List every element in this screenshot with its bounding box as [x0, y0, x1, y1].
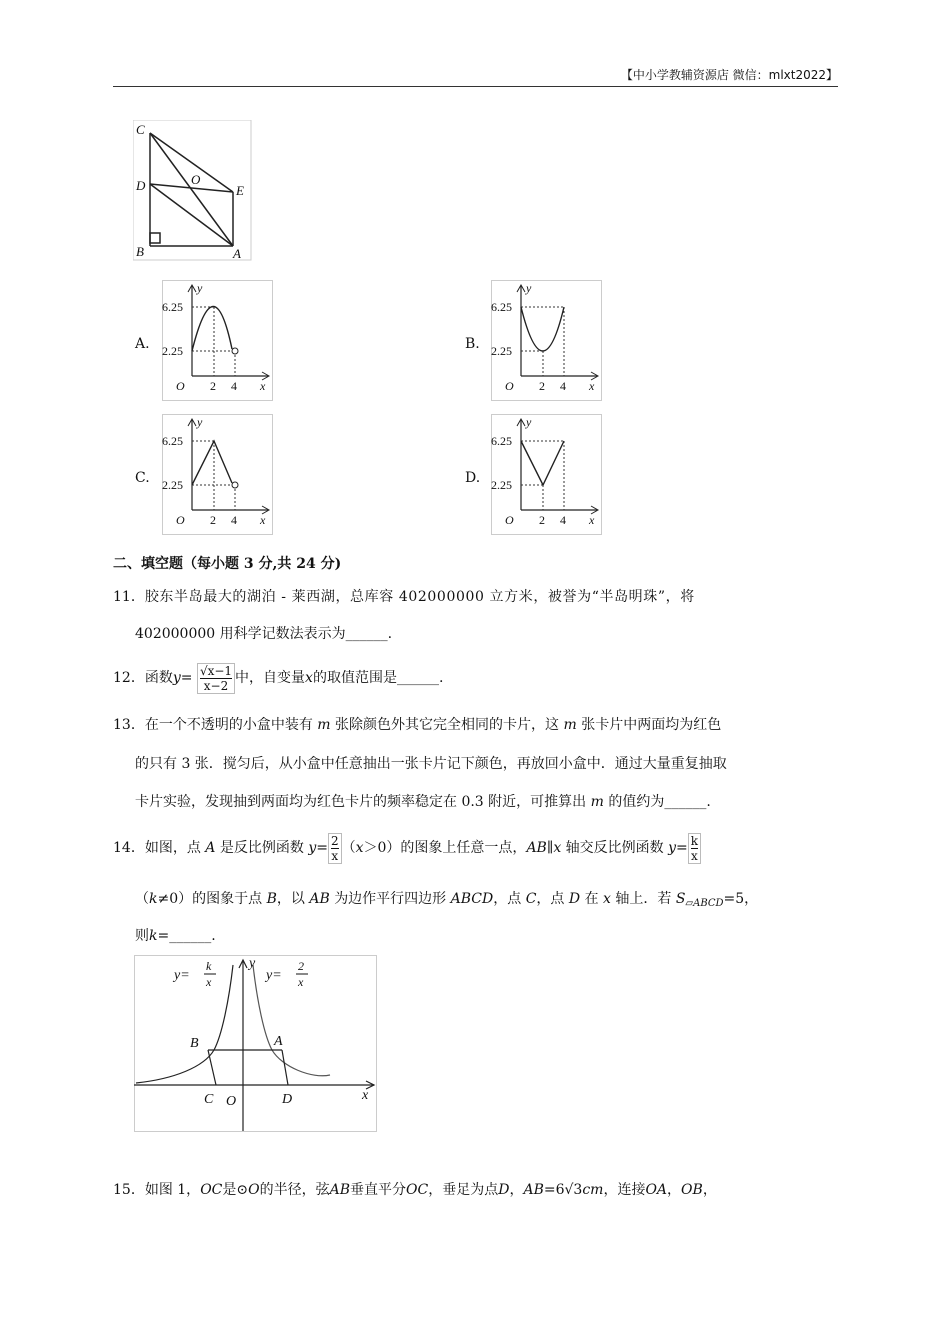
- svg-text:x: x: [362, 1088, 369, 1103]
- question-13-line3: 卡片实验，发现抽到两面均为红色卡片的频率稳定在 0.3 附近，可推算出 m 的值约为______.: [135, 794, 711, 810]
- tick-2-25: 2.25: [162, 344, 183, 358]
- option-a-graph: [162, 280, 274, 402]
- tick-2-25: 2.25: [491, 478, 512, 492]
- option-c-label: C.: [135, 470, 150, 486]
- tick-4: 4: [231, 379, 237, 393]
- label-x: x: [260, 513, 266, 527]
- curve: [192, 306, 232, 351]
- label-a: A: [233, 246, 241, 261]
- label-origin: O: [505, 379, 514, 393]
- tick-2: 2: [539, 513, 545, 527]
- option-b-label: B.: [465, 336, 480, 352]
- fraction-q12: $\frac{√x-1}{x-2}$: [197, 663, 235, 694]
- svg-text:C: C: [204, 1092, 214, 1107]
- tick-6-25: 6.25: [162, 300, 183, 314]
- label-y: y: [526, 415, 532, 429]
- svg-text:x: x: [206, 975, 212, 989]
- option-b-graph: [491, 280, 603, 402]
- question-11: 11．胶东半岛最大的湖泊 - 莱西湖，总库容 402000000 立方米，被誉为“半岛明珠”，将: [113, 589, 695, 605]
- label-e: E: [236, 183, 244, 198]
- label-x: x: [589, 379, 595, 393]
- svg-text:D: D: [282, 1092, 293, 1107]
- label-x: x: [589, 513, 595, 527]
- question-14: 14．如图，点 A 是反比例函数 y= $\frac{2}{x}$ （x＞0）的图象上任意一点，AB∥x 轴交反比例函数 y= $\frac{k}{x}$: [113, 826, 701, 870]
- tick-2: 2: [210, 379, 216, 393]
- question-14-line2: （k≠0）的图象于点 B，以 AB 为边作平行四边形 ABCD，点 C，点 D 在 x 轴上．若 $S_{▱ABCD}=5$，: [135, 891, 759, 909]
- option-d-graph: [491, 414, 603, 536]
- svg-text:y=: y=: [266, 968, 282, 983]
- svg-text:O: O: [226, 1094, 237, 1109]
- curve: [521, 441, 564, 485]
- tick-2-25: 2.25: [162, 478, 183, 492]
- label-y: y: [526, 281, 532, 295]
- tick-6-25: 6.25: [491, 300, 512, 314]
- tick-4: 4: [231, 513, 237, 527]
- q14-graph: [134, 955, 378, 1133]
- question-15: 15．如图 1，OC是⊙O的半径，弦AB垂直平分OC，垂足为点D，AB=6√3cm，连接OA，OB，: [113, 1182, 717, 1198]
- curve: [521, 307, 564, 351]
- option-c-graph: [162, 414, 274, 536]
- tick-6-25: 6.25: [491, 434, 512, 448]
- tick-4: 4: [560, 379, 566, 393]
- svg-text:k: k: [206, 959, 212, 973]
- tick-4: 4: [560, 513, 566, 527]
- tick-2: 2: [539, 379, 545, 393]
- label-d: D: [136, 178, 146, 193]
- label-origin: O: [505, 513, 514, 527]
- svg-text:B: B: [190, 1036, 199, 1051]
- section-title: 二、填空题（每小题 3 分,共 24 分): [113, 556, 342, 572]
- question-13: 13．在一个不透明的小盒中装有 m 张除颜色外其它完全相同的卡片，这 m 张卡片中两面均为红色: [113, 717, 722, 733]
- svg-text:y=: y=: [174, 968, 190, 983]
- svg-text:A: A: [274, 1034, 283, 1049]
- tick-2: 2: [210, 513, 216, 527]
- page-header: 【中小学教辅资源店 微信：mlxt2022】: [113, 66, 838, 87]
- question-12: 12．函数y= $\frac{√x-1}{x-2}$ 中，自变量x的取值范围是______.: [113, 663, 444, 693]
- label-origin: O: [176, 513, 185, 527]
- option-a-label: A.: [135, 336, 150, 352]
- label-y: y: [197, 415, 203, 429]
- question-14-line3: 则k=______.: [135, 928, 216, 944]
- tick-6-25: 6.25: [162, 434, 183, 448]
- label-b: B: [136, 244, 144, 259]
- label-origin: O: [176, 379, 185, 393]
- question-13-line2: 的只有 3 张．搅匀后，从小盒中任意抽出一张卡片记下颜色，再放回小盒中．通过大量重复抽取: [135, 756, 727, 772]
- svg-text:x: x: [298, 975, 304, 989]
- label-x: x: [260, 379, 266, 393]
- svg-text:2: 2: [298, 959, 304, 973]
- tick-2-25: 2.25: [491, 344, 512, 358]
- triangle-figure: [133, 120, 253, 262]
- curve: [192, 441, 232, 485]
- svg-text:y: y: [249, 956, 256, 971]
- question-11-line2: 402000000 用科学记数法表示为______.: [135, 626, 393, 642]
- option-d-label: D.: [465, 470, 481, 486]
- label-c: C: [136, 122, 145, 137]
- label-y: y: [197, 281, 203, 295]
- label-o: O: [191, 172, 201, 187]
